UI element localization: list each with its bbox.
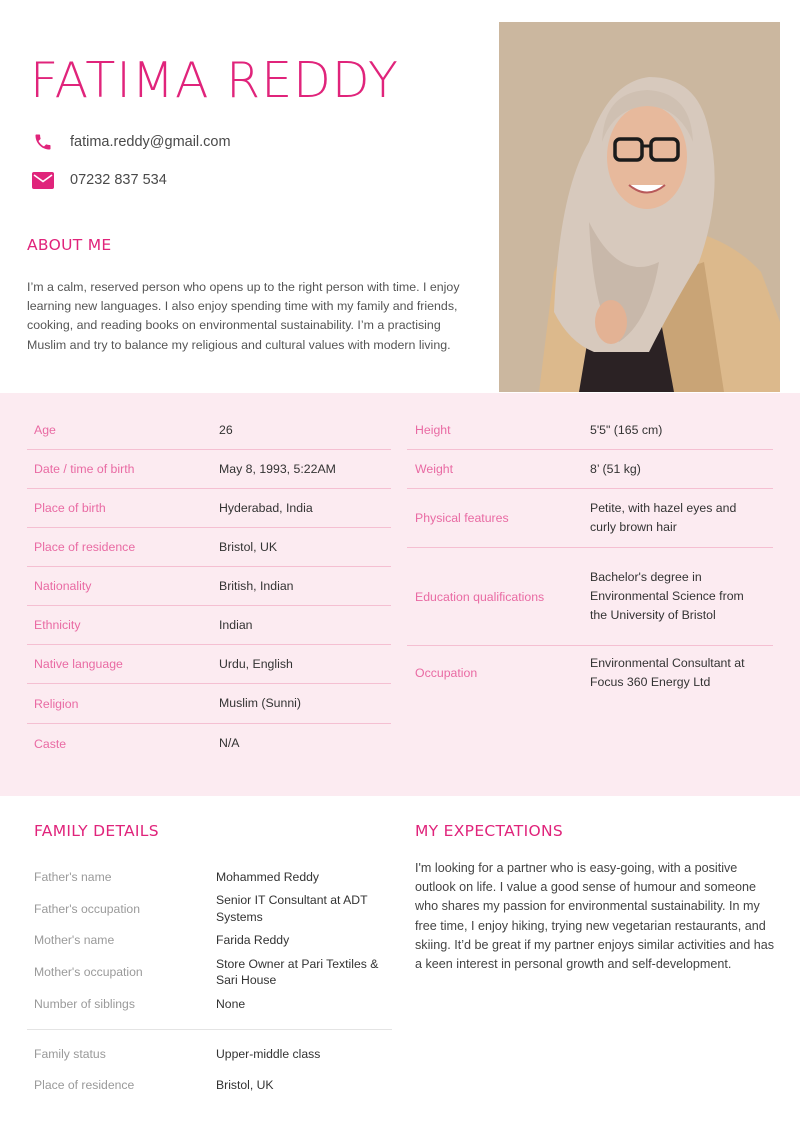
- family-value: Bristol, UK: [216, 1077, 274, 1092]
- detail-label: Date / time of birth: [34, 462, 135, 476]
- detail-row-birth: [27, 450, 391, 489]
- detail-value: 5'5" (165 cm): [590, 422, 663, 437]
- family-title: FAMILY DETAILS: [34, 822, 159, 840]
- family-label: Father's occupation: [34, 901, 140, 916]
- detail-row-height: [407, 411, 773, 450]
- family-row-father-occupation: [27, 892, 392, 925]
- detail-label: Height: [415, 423, 451, 437]
- detail-label: Religion: [34, 696, 79, 711]
- detail-value: Bristol, UK: [219, 539, 278, 554]
- detail-value: 8’ (51 kg): [590, 461, 641, 476]
- detail-row-birthplace: [27, 489, 391, 528]
- detail-label: Caste: [34, 736, 67, 751]
- detail-label: Occupation: [415, 666, 478, 680]
- family-label: Place of residence: [34, 1078, 135, 1092]
- detail-value: 26: [219, 422, 233, 437]
- expectations-title: MY EXPECTATIONS: [415, 822, 563, 840]
- family-label: Number of siblings: [34, 997, 135, 1011]
- detail-row-physical: [407, 489, 773, 548]
- family-label: Mother's occupation: [34, 965, 143, 979]
- detail-label: Age: [34, 423, 56, 437]
- detail-value: Muslim (Sunni): [219, 696, 301, 710]
- phone-icon: [32, 131, 54, 153]
- detail-value: Urdu, English: [219, 656, 293, 671]
- family-row-siblings: [27, 989, 392, 1019]
- details-table-right: [407, 411, 773, 706]
- personal-details-panel: [0, 393, 800, 796]
- detail-row-residence: [27, 528, 391, 567]
- profile-photo: [499, 22, 780, 392]
- contact-email-text: fatima.reddy@gmail.com: [70, 134, 231, 150]
- detail-label: Education qualifications: [415, 589, 545, 604]
- family-value: None: [216, 996, 246, 1011]
- detail-row-caste: [27, 724, 391, 763]
- family-value: Farida Reddy: [216, 932, 290, 947]
- detail-value: Petite, with hazel eyes and curly brown hair: [590, 501, 737, 534]
- envelope-icon: [32, 169, 54, 191]
- contact-row-email: [32, 169, 167, 191]
- detail-row-nationality: [27, 567, 391, 606]
- family-label: Family status: [34, 1047, 106, 1061]
- detail-row-occupation: [407, 646, 773, 706]
- detail-value: Hyderabad, India: [219, 500, 313, 515]
- detail-label: Nationality: [34, 579, 92, 593]
- family-row-residence: [27, 1070, 392, 1100]
- detail-row-education: [407, 548, 773, 646]
- detail-row-religion: [27, 684, 391, 724]
- detail-label: Weight: [415, 462, 454, 476]
- detail-value: British, Indian: [219, 578, 294, 593]
- detail-row-language: [27, 645, 391, 684]
- detail-value: May 8, 1993, 5:22AM: [219, 461, 336, 476]
- about-text: I’m a calm, reserved person who opens up to the right person with time. I enjoy learning new languages. I also enjoy spending time with my family and friends, cooking, and reading books on environmental sustainability. I’m a practising Muslim and try to balance my religious and cultural values with modern living.: [27, 280, 460, 352]
- expectations-text: I'm looking for a partner who is easy-going, with a positive outlook on life. I value a good sense of humour and someone who shares my passion for environmental sustainability. In my free time, I enjoy hiking, trying new vegetarian restaurants, and skiing. It’d be great if my partner enjoys similar activities and has a keen interest in personal growth and self-development.: [415, 861, 775, 972]
- family-row-status: [27, 1038, 392, 1070]
- detail-value: N/A: [219, 736, 240, 750]
- family-label: Father's name: [34, 870, 112, 884]
- contact-row-phone: [32, 131, 231, 153]
- detail-row-weight: [407, 450, 773, 489]
- family-row-father-name: [27, 862, 392, 892]
- family-value: Mohammed Reddy: [216, 869, 319, 884]
- detail-label: Ethnicity: [34, 618, 81, 632]
- family-divider: [27, 1029, 392, 1030]
- contact-phone-text: 07232 837 534: [70, 172, 167, 188]
- detail-label: Native language: [34, 657, 123, 671]
- family-value: Store Owner at Pari Textiles & Sari House: [216, 956, 379, 987]
- profile-name: FATIMA REDDY: [30, 52, 399, 109]
- detail-value: Bachelor's degree in Environmental Science from the University of Bristol: [590, 570, 744, 622]
- detail-label: Place of residence: [34, 540, 136, 554]
- detail-value: Indian: [219, 617, 253, 632]
- detail-label: Physical features: [415, 511, 509, 525]
- family-row-mother-occupation: [27, 955, 392, 989]
- about-title: ABOUT ME: [27, 236, 112, 254]
- family-row-mother-name: [27, 925, 392, 955]
- details-table-left: [27, 411, 391, 763]
- detail-row-age: [27, 411, 391, 450]
- detail-row-ethnicity: [27, 606, 391, 645]
- family-table: [27, 862, 392, 1100]
- family-value: Upper-middle class: [216, 1046, 321, 1061]
- detail-label: Place of birth: [34, 501, 106, 515]
- family-label: Mother's name: [34, 933, 115, 947]
- family-value: Senior IT Consultant at ADT Systems: [216, 893, 368, 924]
- detail-value: Environmental Consultant at Focus 360 Energy Ltd: [590, 656, 745, 689]
